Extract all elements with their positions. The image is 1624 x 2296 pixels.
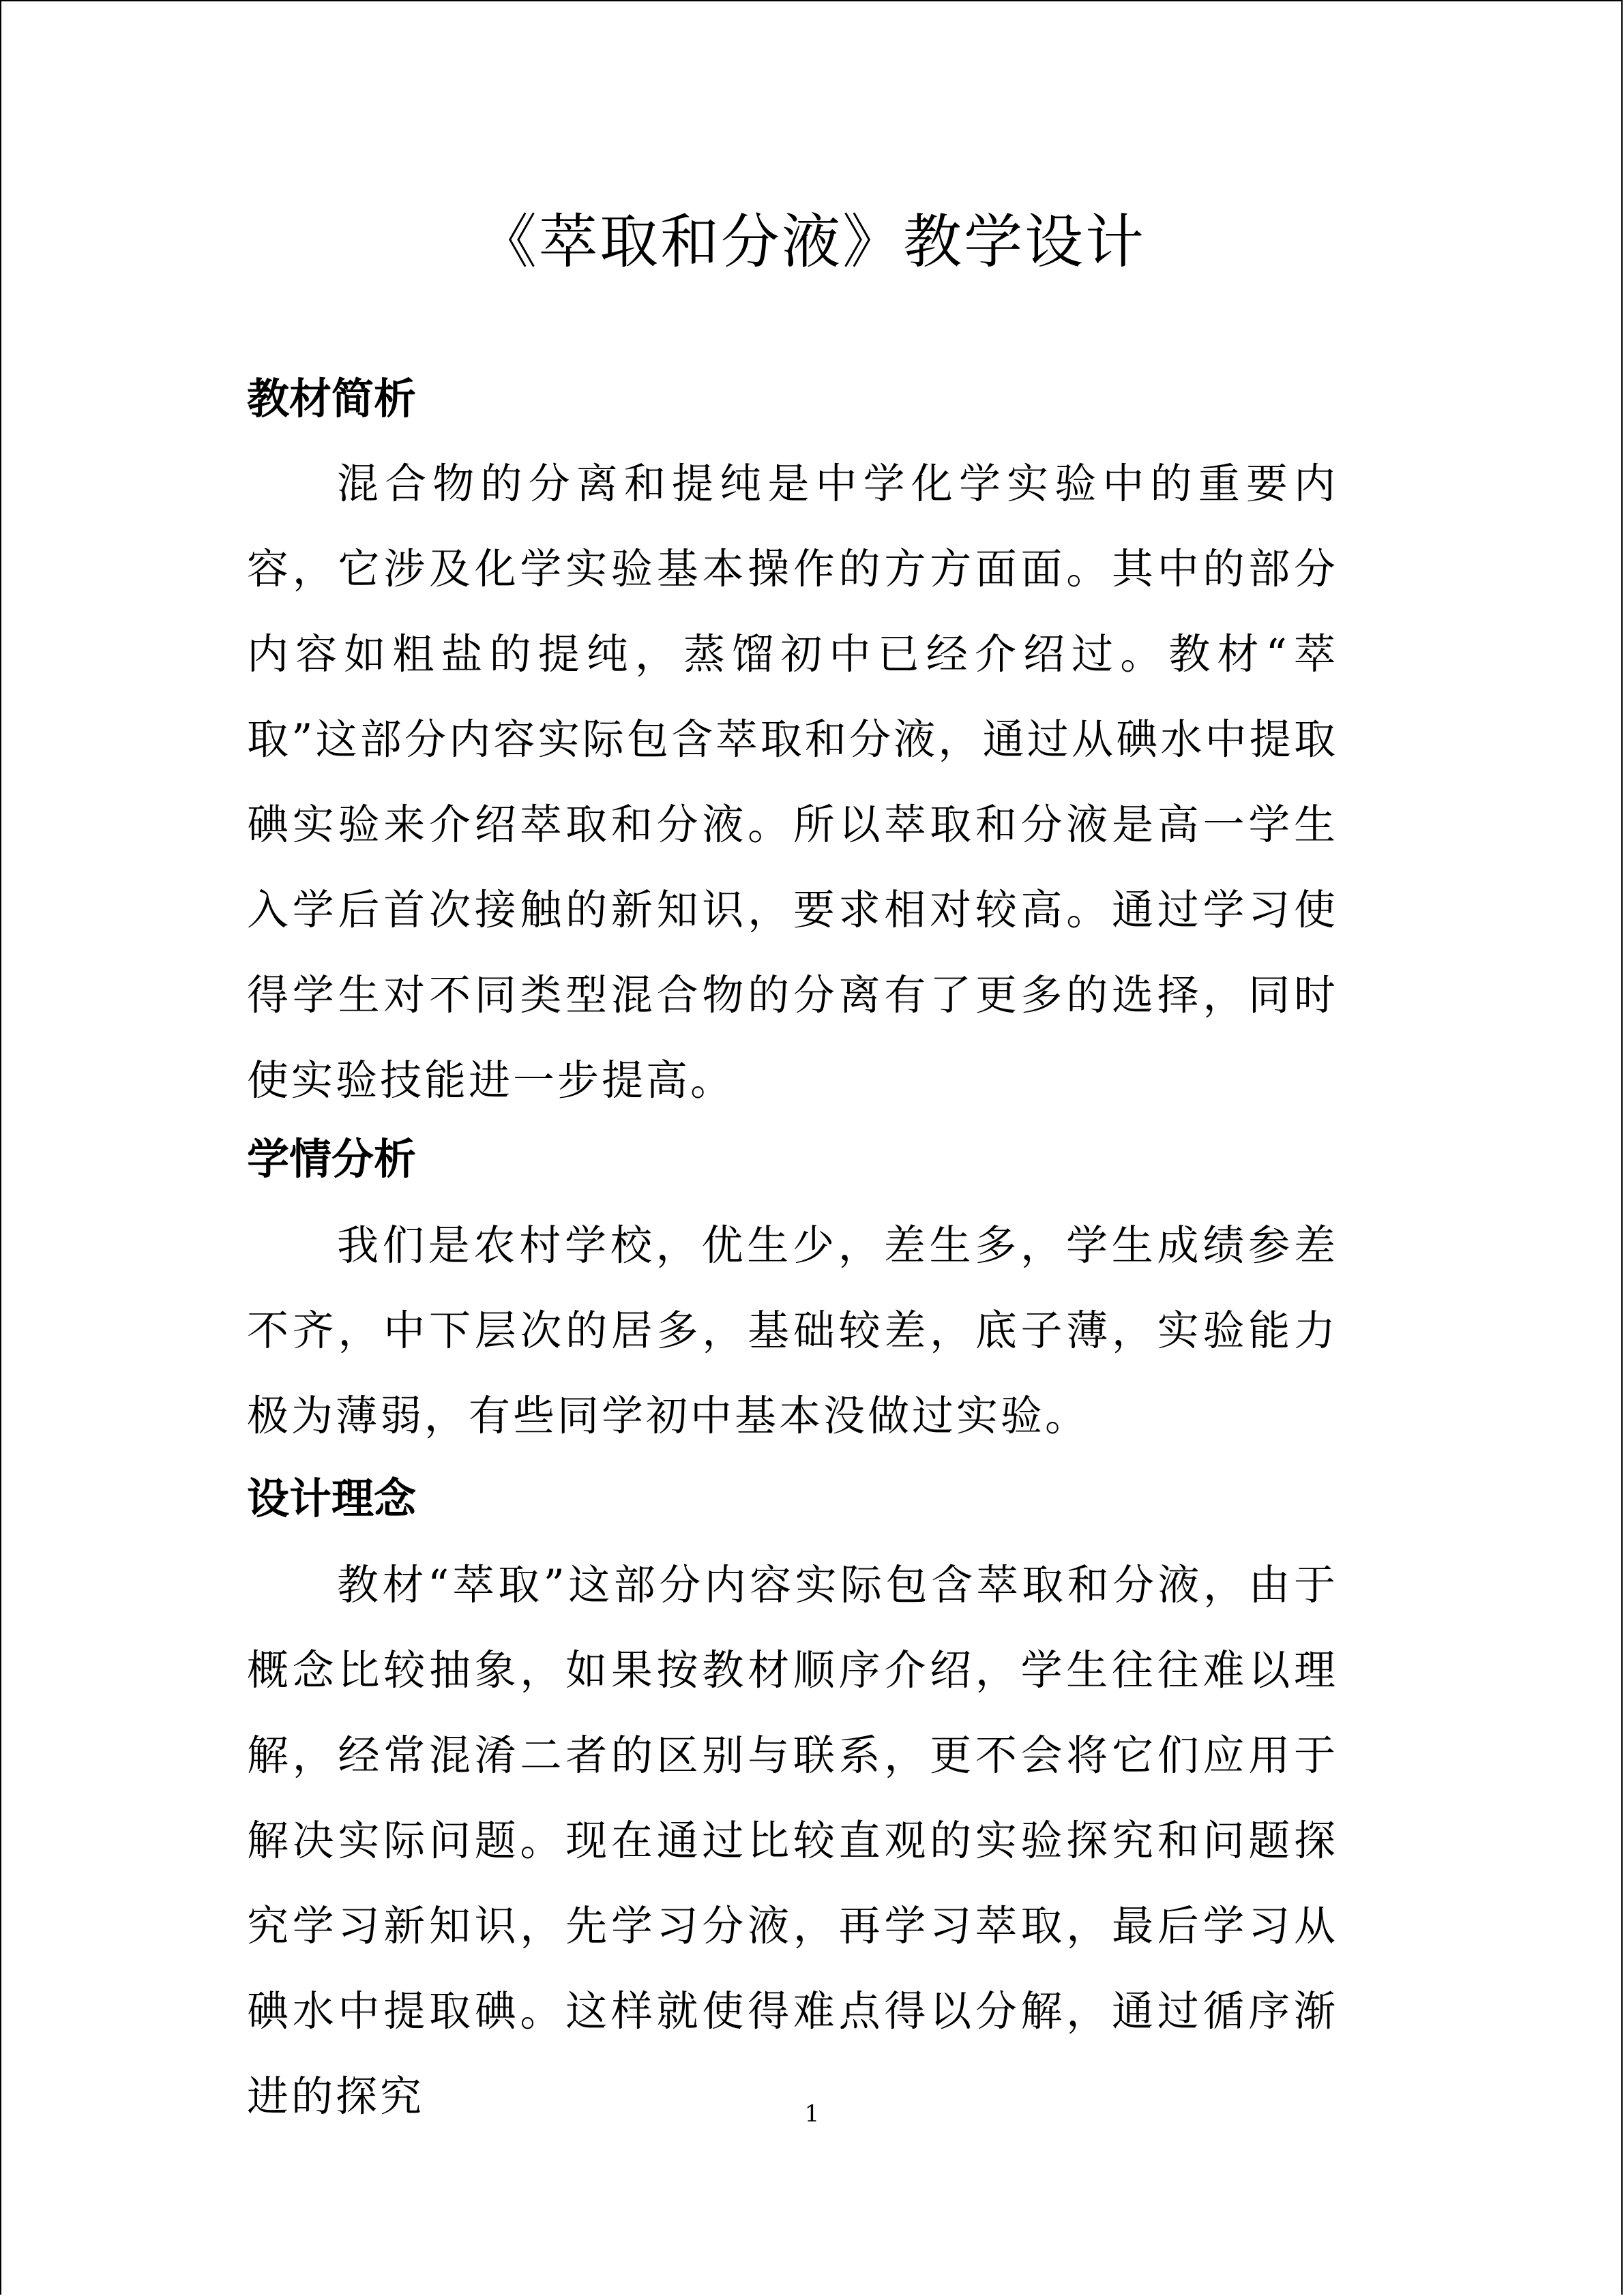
section-heading-textbook-analysis: 教材简析 <box>247 374 417 423</box>
section-heading-student-analysis: 学情分析 <box>247 1134 417 1184</box>
section-heading-design-concept: 设计理念 <box>247 1474 417 1523</box>
section-paragraph-design-concept: 教材“萃取”这部分内容实际包含萃取和分液，由于概念比较抽象，如果按教材顺序介绍，学生往往难以理解，经常混淆二者的区别与联系，更不会将它们应用于解决实际问题。现在通过比较直观的实验探究和问题探究学习新知识，先学习分液，再学习萃取，最后学习从碘水中提取碘。这样就使得难点得以分解，通过循序渐进的探究 <box>247 1561 1338 2121</box>
section-paragraph-textbook-analysis: 混合物的分离和提纯是中学化学实验中的重要内容，它涉及化学实验基本操作的方方面面。其中的部分内容如粗盐的提纯，蒸馏初中已经介绍过。教材“萃取”这部分内容实际包含萃取和分液，通过从碘水中提取碘实验来介绍萃取和分液。所以萃取和分液是高一学生入学后首次接触的新知识，要求相对较高。通过学习使得学生对不同类型混合物的分离有了更多的选择，同时使实验技能进一步提高。 <box>247 460 1338 1105</box>
document-title: 《萃取和分液》教学设计 <box>478 208 1146 276</box>
page-number: 1 <box>804 2100 820 2128</box>
section-paragraph-student-analysis: 我们是农村学校，优生少，差生多，学生成绩参差不齐，中下层次的居多，基础较差，底子薄，实验能力极为薄弱，有些同学初中基本没做过实验。 <box>247 1221 1338 1440</box>
